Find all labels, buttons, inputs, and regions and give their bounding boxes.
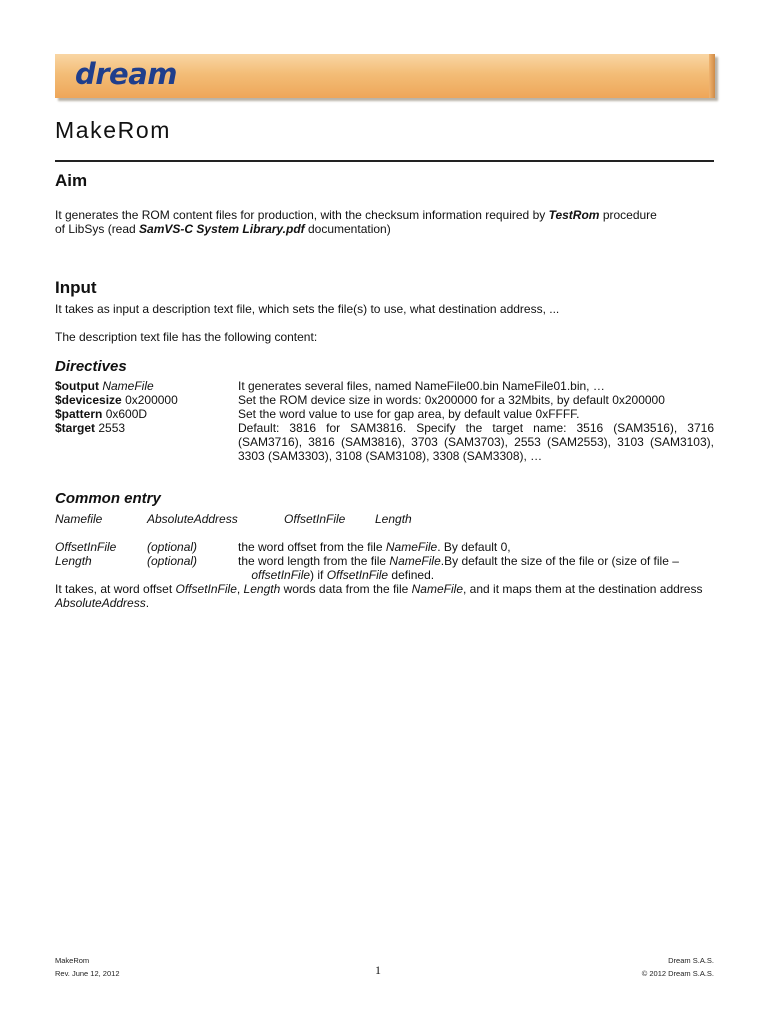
footer-doc-name: MakeRom <box>55 956 90 965</box>
common-entry-summary: It takes, at word offset OffsetInFile, Length words data from the file NameFile, and it maps them at the destination address AbsoluteAddress. <box>55 582 703 610</box>
input-paragraph-2: The description text file has the following content: <box>55 330 318 344</box>
field-namefile: Namefile <box>55 512 103 526</box>
param-optional: (optional) <box>147 540 198 554</box>
param-optional: (optional) <box>147 554 198 568</box>
directives-heading: Directives <box>55 358 127 375</box>
directive-desc: Set the ROM device size in words: 0x200000 for a 32Mbits, by default 0x200000 <box>238 393 665 407</box>
directive-desc: Set the word value to use for gap area, by default value 0xFFFF. <box>238 407 580 421</box>
field-length: Length <box>375 512 412 526</box>
input-paragraph-1: It takes as input a description text file, which sets the file(s) to use, what destination address, ... <box>55 302 560 316</box>
directive-key: $pattern 0x600D <box>55 407 148 421</box>
page-title: MakeRom <box>55 117 172 143</box>
directive-desc: It generates several files, named NameFile00.bin NameFile01.bin, … <box>238 379 605 393</box>
directive-key: $target 2553 <box>55 421 126 435</box>
dream-logo: dream <box>75 57 178 91</box>
param-name: Length <box>55 554 92 568</box>
directive-key: $output NameFile <box>55 379 154 393</box>
param-name: OffsetInFile <box>55 540 117 554</box>
aim-line-1: It generates the ROM content files for production, with the checksum information required by TestRom procedure <box>55 208 657 222</box>
common-entry-heading: Common entry <box>55 490 161 507</box>
banner-edge <box>709 54 715 98</box>
directive-desc: Default: 3816 for SAM3816. Specify the target name: 3516 (SAM3516), 3716 (SAM3716), 3816 (SAM3816), 3703 (SAM3703), 2553 (SAM2553), 3103 (SAM3103), 3303 (SAM3303), 3108 (SAM3108), 3308 (SAM3308), … <box>238 421 714 463</box>
aim-paragraph <box>55 208 715 236</box>
input-heading: Input <box>55 278 97 297</box>
field-absolute-address: AbsoluteAddress <box>147 512 238 526</box>
footer-company: Dream S.A.S. <box>668 956 714 965</box>
page-number: 1 <box>375 963 381 977</box>
param-desc: the word length from the file NameFile.By default the size of the file or (size of file – offsetInFile) if OffsetInFile defined. <box>238 554 679 582</box>
title-divider <box>55 160 714 162</box>
param-desc: the word offset from the file NameFile. By default 0, <box>238 540 511 554</box>
directive-key: $devicesize 0x200000 <box>55 393 178 407</box>
header-banner <box>55 54 715 98</box>
aim-heading: Aim <box>55 171 88 190</box>
footer-copyright: © 2012 Dream S.A.S. <box>641 969 714 978</box>
footer-revision: Rev. June 12, 2012 <box>55 969 120 978</box>
aim-line-2: of LibSys (read SamVS-C System Library.pdf documentation) <box>55 222 391 236</box>
field-offset-in-file: OffsetInFile <box>284 512 346 526</box>
